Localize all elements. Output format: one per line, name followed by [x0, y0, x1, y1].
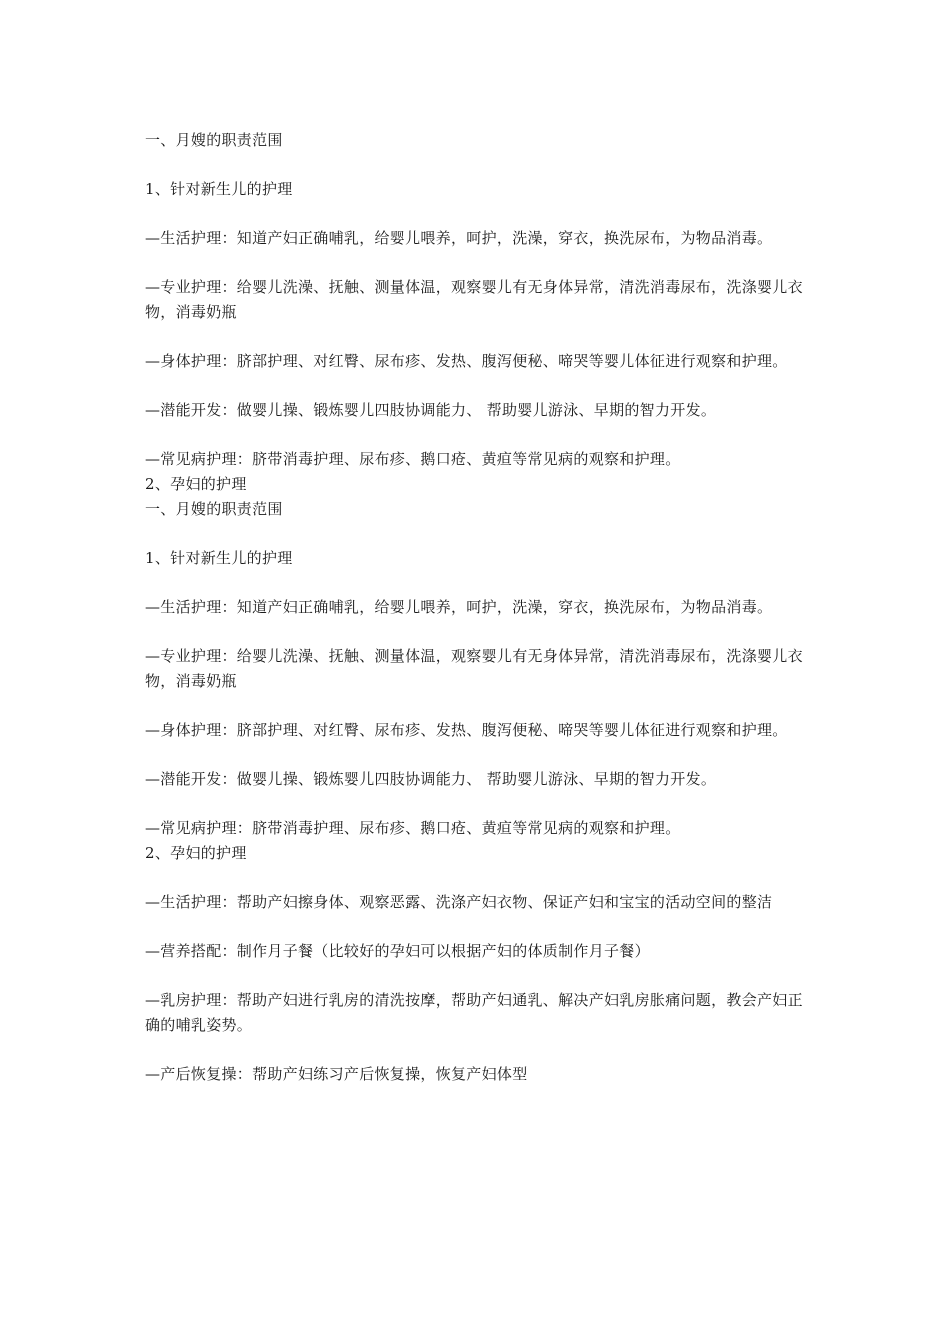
- paragraph-potential-development: —潜能开发：做婴儿操、锻炼婴儿四肢协调能力、 帮助婴儿游泳、早期的智力开发。: [145, 401, 717, 419]
- paragraph-postpartum-exercise: —产后恢复操：帮助产妇练习产后恢复操，恢复产妇体型: [145, 1065, 528, 1083]
- paragraph-daily-care: —生活护理：知道产妇正确哺乳，给婴儿喂养，呵护，洗澡，穿衣，换洗尿布，为物品消毒。: [145, 229, 773, 247]
- paragraph-professional-care: —专业护理：给婴儿洗澡、抚触、测量体温，观察婴儿有无身体异常，清洗消毒尿布，洗涤婴儿衣物，消毒奶瓶: [145, 278, 803, 321]
- paragraph-potential-development: —潜能开发：做婴儿操、锻炼婴儿四肢协调能力、 帮助婴儿游泳、早期的智力开发。: [145, 770, 717, 788]
- section-heading: 一、月嫂的职责范围: [145, 500, 283, 518]
- paragraph-common-illness-care: —常见病护理：脐带消毒护理、尿布疹、鹅口疮、黄疸等常见病的观察和护理。: [145, 819, 681, 837]
- subsection-heading: 1、针对新生儿的护理: [145, 180, 293, 198]
- paragraph-daily-care: —生活护理：知道产妇正确哺乳，给婴儿喂养，呵护，洗澡，穿衣，换洗尿布，为物品消毒。: [145, 598, 773, 616]
- paragraph-mother-daily-care: —生活护理：帮助产妇擦身体、观察恶露、洗涤产妇衣物、保证产妇和宝宝的活动空间的整洁: [145, 893, 773, 911]
- subsection-heading: 2、孕妇的护理: [145, 475, 247, 493]
- paragraph-professional-care: —专业护理：给婴儿洗澡、抚触、测量体温，观察婴儿有无身体异常，清洗消毒尿布，洗涤婴儿衣物，消毒奶瓶: [145, 647, 803, 690]
- subsection-heading: 1、针对新生儿的护理: [145, 549, 293, 567]
- paragraph-breast-care: —乳房护理：帮助产妇进行乳房的清洗按摩，帮助产妇通乳、解决产妇乳房胀痛问题，教会产妇正确的哺乳姿势。: [145, 991, 803, 1034]
- paragraph-nutrition: —营养搭配：制作月子餐（比较好的孕妇可以根据产妇的体质制作月子餐）: [145, 942, 650, 960]
- section-heading: 一、月嫂的职责范围: [145, 131, 283, 149]
- paragraph-body-care: —身体护理：脐部护理、对红臀、尿布疹、发热、腹泻便秘、啼哭等婴儿体征进行观察和护理。: [145, 721, 788, 739]
- subsection-heading: 2、孕妇的护理: [145, 844, 247, 862]
- document-page: [145, 128, 810, 1087]
- paragraph-body-care: —身体护理：脐部护理、对红臀、尿布疹、发热、腹泻便秘、啼哭等婴儿体征进行观察和护理。: [145, 352, 788, 370]
- paragraph-common-illness-care: —常见病护理：脐带消毒护理、尿布疹、鹅口疮、黄疸等常见病的观察和护理。: [145, 450, 681, 468]
